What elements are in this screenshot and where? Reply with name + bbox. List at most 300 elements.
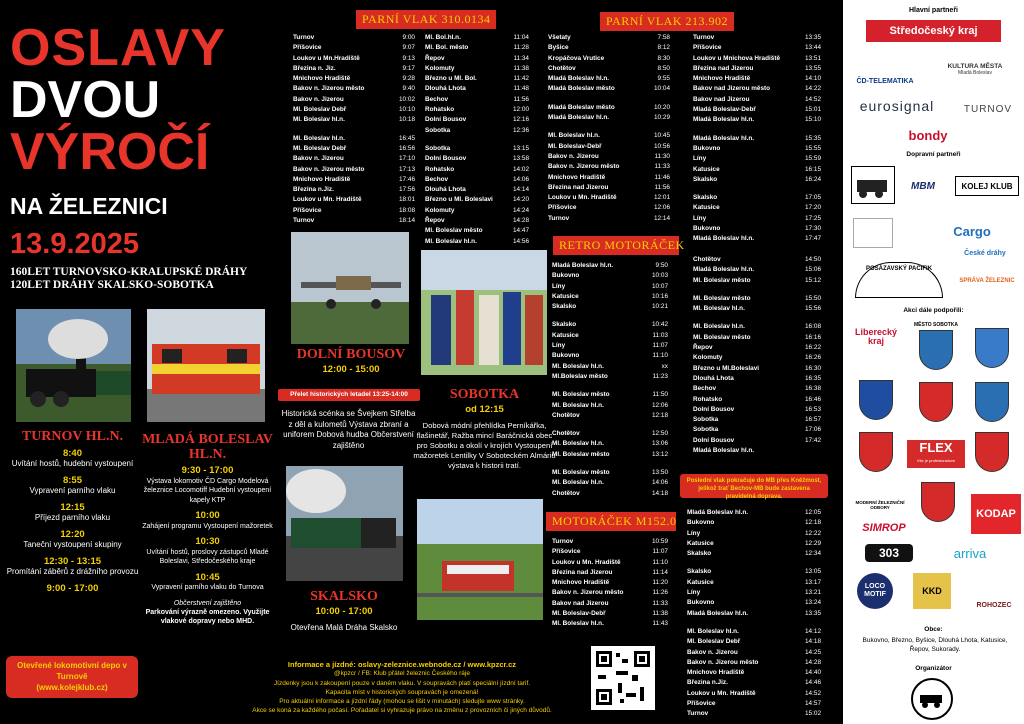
timetable-row	[687, 689, 821, 699]
departure-time: xx	[661, 362, 668, 370]
station-name: Rohatsko	[693, 395, 723, 403]
section-skalsko	[274, 589, 414, 634]
timetable-row	[693, 415, 821, 425]
departure-time: 17:06	[805, 426, 821, 434]
departure-time: 11:04	[513, 34, 529, 41]
partners-panel	[843, 0, 1024, 724]
departure-time: 12:18	[652, 411, 668, 419]
departure-time: 14:06	[652, 479, 668, 487]
station-name: Řepov	[425, 54, 445, 62]
departure-time: 10:42	[652, 321, 668, 329]
footer-line-6: Akce se koná za každého počasí. Pořadatel si vyhrazuje právo na změnu z provozních či jiných důvodů.	[252, 707, 552, 715]
station-name: Ml. Boleslav hl.n.	[552, 479, 604, 487]
timetable-row	[552, 341, 668, 351]
station-name: Březina nad Jizerou	[552, 568, 613, 576]
timetable-row	[687, 658, 821, 668]
photo-diesel-mb	[147, 309, 265, 422]
timetable-row	[425, 115, 529, 125]
departure-time: 14:18	[652, 489, 668, 497]
timetable-row	[552, 558, 668, 568]
timetable-row	[425, 126, 529, 136]
departure-time: 12:16	[513, 116, 529, 124]
bousov-desc: Historická scénka se Švejkem Střelba z děl a kulometů Výstava zbraní a uniforem Dobová hudba Občerstvení zajištěno	[281, 409, 416, 450]
timetable-row	[548, 113, 670, 123]
timetable-row	[687, 678, 821, 688]
timetable-row	[693, 353, 821, 363]
station-name: Březno u Ml. Boleslavi	[425, 196, 493, 204]
footer-line-2: @kpzcr / FB: Klub přátel železnic Českého ráje	[334, 670, 470, 678]
station-name: Mladá Boleslav hl.n.	[552, 262, 614, 269]
eurosignal-logo: eurosignal	[859, 98, 935, 114]
station-name: Bechov	[425, 95, 449, 103]
departure-time: 15:55	[805, 144, 821, 152]
timetable-row	[693, 304, 821, 314]
station-name: Bakov n. Jizerou město	[293, 165, 365, 173]
departure-time: 13:15	[513, 144, 529, 152]
crest-5	[859, 432, 893, 472]
timetable-row	[552, 537, 668, 547]
station-name: Mnichovo Hradiště	[548, 173, 606, 181]
station-name: Ml. Boleslav hl.n.	[293, 134, 345, 142]
departure-time: 14:24	[513, 206, 529, 214]
timetable-row	[693, 154, 821, 164]
station-name: Loukov u Mn. Hradiště	[687, 689, 756, 697]
station-name: Mladá Boleslav hl.n.	[548, 75, 610, 83]
supporters-heading: Akci dále podpořili:	[903, 307, 964, 314]
station-name: Řepov	[425, 217, 445, 225]
plane-banner: Přelet historických letadel 13:25-14:00	[278, 389, 420, 401]
departure-time: 14:28	[805, 658, 821, 666]
station-name: Mladá Boleslav město	[548, 85, 615, 93]
departure-time: 12:01	[654, 194, 670, 202]
departure-time: 14:56	[513, 237, 529, 245]
timetable-310-a	[293, 33, 415, 226]
departure-time: 16:22	[805, 344, 821, 352]
station-name: Ml. Boleslav hl.n.	[552, 401, 604, 409]
departure-time: 10:03	[652, 272, 668, 280]
station-name: Ml. Boleslav hl.n.	[693, 323, 745, 331]
timetable-m152-b	[687, 508, 821, 720]
timetable-row	[548, 183, 670, 193]
departure-time: 12:18	[805, 519, 821, 527]
station-name: Mladá Boleslav hl.n.	[687, 509, 749, 516]
station-name: Ml. Boleslav hl.n.	[548, 132, 600, 140]
timetable-row	[687, 619, 821, 627]
timetable-row	[693, 364, 821, 374]
timetable-row	[693, 314, 821, 322]
departure-time: 15:01	[805, 106, 821, 114]
cd-cargo-logo: Cargo	[953, 223, 991, 239]
mb-desc-5: Občerstvení zajištěno	[173, 599, 242, 607]
timetable-row	[693, 105, 821, 115]
departure-time: 11:50	[652, 391, 668, 399]
station-name: Bukovno	[687, 519, 715, 527]
station-name: Mladá Boleslav-Debř	[693, 106, 756, 114]
depo-link[interactable]: (www.kolejklub.cz)	[36, 683, 108, 692]
departure-time: 17:20	[805, 204, 821, 212]
departure-time: 13:24	[805, 599, 821, 607]
departure-time: 9:28	[402, 75, 415, 83]
timetable-row	[693, 33, 821, 43]
timetable-row	[693, 95, 821, 105]
mb-desc-6: Parkování výrazně omezeno. Využijte vlakové dopravy nebo MHD.	[145, 608, 270, 625]
timetable-row	[425, 105, 529, 115]
station-name: Březina n.Jiz.	[687, 679, 728, 687]
bondy-logo: bondy	[908, 127, 948, 143]
timetable-row	[687, 709, 821, 719]
station-name: Ml. Bol.hl.n.	[425, 34, 461, 41]
simrop-logo: SIMROP	[862, 522, 906, 534]
crest-6	[975, 432, 1009, 472]
kultura-logo	[929, 56, 1021, 82]
departure-time: 10:45	[654, 132, 670, 140]
timetable-row	[693, 185, 821, 193]
station-name: Katusice	[552, 292, 579, 300]
station-name: Rohatsko	[425, 165, 455, 173]
timetable-row	[693, 175, 821, 185]
station-name: Příšovice	[293, 44, 322, 52]
departure-time: 13:06	[652, 440, 668, 448]
departure-time: 11:26	[652, 589, 668, 597]
timetable-row	[425, 154, 529, 164]
mb-title: MLADÁ BOLESLAV HL.N.	[142, 432, 273, 462]
timetable-row	[693, 384, 821, 394]
departure-time: 10:02	[399, 95, 415, 103]
sobotka-crest	[919, 330, 953, 370]
departure-time: 14:25	[805, 648, 821, 656]
departure-time: 11:14	[652, 568, 668, 576]
station-name: Mnichovo Hradiště	[293, 75, 351, 83]
subtitle-2: 120LET DRÁHY SKALSKO-SOBOTKA	[10, 279, 214, 291]
mb-desc-1: Výstava lokomotiv ČD Cargo Modelová železnice Locomotiff Hudební vystoupení kapely KTP	[143, 477, 272, 504]
section-dolni-bousov	[276, 347, 426, 375]
station-name: Loukov u Mnichova Hradiště	[693, 54, 780, 62]
timetable-row	[552, 331, 668, 341]
station-name: Bukovno	[693, 144, 721, 152]
timetable-row	[687, 508, 821, 518]
timetable-row	[552, 489, 668, 499]
timetable-row	[687, 559, 821, 567]
timetable-row	[548, 43, 670, 53]
turnov-time-5: 12:30 - 13:15	[43, 555, 102, 567]
section-mlada-boleslav	[140, 432, 275, 626]
departure-time: 14:52	[805, 95, 821, 103]
turnov-desc-3: Příjezd parního vlaku	[34, 513, 111, 522]
departure-time: 10:21	[652, 303, 668, 311]
timetable-row	[425, 136, 529, 144]
station-name: Řepov	[693, 344, 713, 352]
timetable-row	[693, 265, 821, 275]
turnov-time-1: 8:40	[62, 447, 82, 459]
departure-time: 12:06	[652, 401, 668, 409]
departure-time: 14:52	[805, 689, 821, 697]
station-name: Bechov	[425, 175, 449, 183]
timetable-row	[548, 131, 670, 141]
turnov-time-3: 12:15	[60, 501, 85, 513]
section-sobotka	[412, 387, 557, 471]
station-name: Turnov	[548, 214, 570, 222]
departure-time: 10:56	[654, 142, 670, 150]
subtitle-1: 160LET TURNOVSKO-KRALUPSKÉ DRÁHY	[10, 266, 248, 278]
station-name: Katusice	[552, 331, 579, 339]
qr-code[interactable]	[591, 646, 655, 710]
station-name: Sobotka	[693, 426, 719, 434]
timetable-row	[293, 84, 415, 94]
timetable-row	[548, 173, 670, 183]
departure-time: 16:57	[805, 416, 821, 424]
departure-time: 13:44	[805, 44, 821, 52]
station-name: Březno u Ml. Bol.	[425, 75, 477, 83]
departure-time: 8:30	[657, 54, 670, 62]
stredocesky-kraj-logo: Středočeský kraj	[866, 20, 1001, 42]
timetable-row	[693, 115, 821, 125]
station-name: Chotětov	[552, 411, 580, 419]
station-name: Loukov u Mn. Hradiště	[293, 196, 362, 204]
303-logo: 303	[865, 544, 913, 562]
station-name: Sobotka	[693, 416, 719, 424]
organizer-logo	[911, 678, 953, 720]
station-name: Líny	[693, 155, 707, 163]
departure-time: 13:35	[805, 34, 821, 41]
timetable-row	[693, 286, 821, 294]
title-line-2: DVOU	[10, 71, 161, 129]
footer-line-4: Kapacita míst v historických soupravách je omezená!	[325, 688, 479, 696]
departure-time: 17:47	[805, 235, 821, 243]
timetable-row	[548, 193, 670, 203]
station-name: Katusice	[687, 578, 714, 586]
departure-time: 16:46	[805, 395, 821, 403]
station-name: Bukovno	[687, 599, 715, 607]
station-name: Příšovice	[548, 204, 577, 212]
station-name: Bakov nad Jizerou	[693, 95, 750, 103]
timetable-row	[293, 185, 415, 195]
station-name: Ml. Bol. město	[425, 44, 469, 52]
timetable-row	[552, 382, 668, 390]
timetable-m152-a	[552, 537, 668, 630]
station-name: Chotětov	[548, 64, 576, 72]
station-name: Líny	[552, 342, 566, 350]
departure-time: 11:56	[513, 95, 529, 103]
klub-zeleznic-logo	[851, 166, 895, 204]
departure-time: 17:05	[805, 194, 821, 202]
timetable-row	[687, 529, 821, 539]
station-name: Ml.Boleslav město	[552, 372, 608, 380]
departure-time: 15:56	[805, 305, 821, 313]
main-partners-heading: Hlavní partneři	[908, 7, 958, 14]
timetable-row	[693, 255, 821, 265]
departure-time: 14:57	[805, 700, 821, 708]
departure-time: 17:46	[399, 175, 415, 183]
timetable-row	[425, 195, 529, 205]
timetable-row	[552, 320, 668, 330]
departure-time: 15:50	[805, 294, 821, 302]
timetable-row	[693, 43, 821, 53]
timetable-row	[293, 74, 415, 84]
station-name: Bakov n. Jizerou	[548, 152, 599, 160]
small-org-logo	[853, 218, 893, 248]
timetable-row	[693, 126, 821, 134]
departure-time: 14:06	[513, 175, 529, 183]
timetable-row	[425, 206, 529, 216]
departure-time: 11:10	[652, 558, 668, 566]
station-name: Březina n.Jiz.	[293, 186, 334, 194]
timetable-row	[693, 134, 821, 144]
departure-time: 8:50	[657, 64, 670, 72]
sobotka-title: SOBOTKA	[449, 387, 520, 402]
departure-time: 16:35	[805, 374, 821, 382]
departure-time: 14:20	[513, 196, 529, 204]
station-name: Březina nad Jizerou	[548, 183, 609, 191]
timetable-row	[687, 578, 821, 588]
departure-time: 10:59	[652, 538, 668, 545]
departure-time: 10:20	[654, 103, 670, 111]
kkd-logo: KKD	[913, 573, 951, 609]
departure-time: 12:14	[654, 214, 670, 222]
departure-time: 8:12	[657, 44, 670, 52]
station-name: Chotětov	[552, 430, 580, 438]
timetable-row	[548, 33, 670, 43]
station-name: Kolomuty	[425, 206, 455, 214]
departure-time: 15:02	[805, 710, 821, 718]
cd-telematika-logo: ČD-TELEMATIKA	[856, 78, 914, 85]
station-name: Ml. Boleslav Debř	[293, 106, 347, 114]
timetable-row	[552, 547, 668, 557]
mb-desc-4: Vypravení parního vlaku do Turnova	[151, 584, 264, 591]
mb-time-2: 10:00	[195, 510, 220, 521]
station-name: Bakov nad Jizerou	[552, 599, 609, 607]
timetable-row	[552, 372, 668, 382]
departure-time: 9:07	[402, 44, 415, 52]
timetable-row	[687, 539, 821, 549]
station-name: Katusice	[693, 204, 720, 212]
departure-time: 15:59	[805, 155, 821, 163]
timetable-row	[552, 468, 668, 478]
station-name: Turnov	[293, 217, 315, 225]
departure-time: 18:08	[399, 206, 415, 214]
timetable-row	[693, 425, 821, 435]
station-name: Ml. Boleslav město	[693, 276, 751, 284]
departure-time: 16:16	[805, 333, 821, 341]
photo-steam-skalsko	[286, 466, 403, 581]
mesto-sobotka-logo: MĚSTO SOBOTKA	[913, 322, 959, 328]
departure-time: 12:36	[513, 126, 529, 134]
title-line-1: OSLAVY	[10, 19, 226, 77]
timetable-row	[693, 224, 821, 234]
obce-heading: Obce:	[924, 626, 943, 633]
timetable-row	[293, 95, 415, 105]
footer-line-3: Jízdenky jsou k zakoupení pouze v daném vlaku. V soupravách platí speciální jízdní tarif.	[273, 679, 531, 687]
station-name: Ml. Boleslav město	[552, 391, 610, 399]
timetable-row	[425, 54, 529, 64]
timetable-row	[425, 144, 529, 154]
departure-time: 11:56	[654, 183, 670, 191]
timetable-row	[552, 429, 668, 439]
station-name: Katusice	[693, 165, 720, 173]
depo-text: Otevřené lokomotivní depo v Turnově	[17, 661, 127, 681]
timetable-row	[425, 95, 529, 105]
departure-time: 11:10	[652, 352, 668, 360]
departure-time: 9:13	[402, 54, 415, 62]
departure-time: 16:24	[805, 175, 821, 183]
station-name: Ml. Boleslav hl.n.	[687, 627, 739, 635]
bousov-title: DOLNÍ BOUSOV	[296, 347, 406, 362]
station-name: Líny	[693, 214, 707, 222]
timetable-213-b	[693, 33, 821, 245]
departure-time: 12:00	[513, 106, 529, 114]
station-name: Ml. Boleslav hl.n.	[552, 362, 604, 370]
sobotka-time: od 12:15	[465, 403, 504, 415]
footer-line-1[interactable]: Informace a jízdné: oslavy-zeleznice.webnode.cz / www.kpzcr.cz	[287, 660, 517, 669]
station-name: Chotětov	[552, 489, 580, 497]
mb-desc-3: Uvítání hostů, proslovy zástupců Mladé Boleslavi, Středočeského kraje	[146, 548, 269, 565]
arriva-logo: arriva	[953, 545, 987, 561]
departure-time: 9:17	[402, 64, 415, 72]
departure-time: 17:42	[805, 436, 821, 444]
photo-railcar	[417, 499, 543, 620]
station-name: Bukovno	[552, 272, 580, 280]
timetable-row	[693, 436, 821, 446]
departure-time: 17:56	[399, 186, 415, 194]
departure-time: 13:58	[513, 155, 529, 163]
mb-time-3: 10:30	[195, 536, 220, 547]
station-name: Ml. Boleslav Debř	[687, 638, 741, 646]
station-name: Ml. Boleslav hl.n.	[693, 305, 745, 313]
mb-time-4: 10:45	[195, 571, 220, 583]
timetable-310-b	[425, 33, 529, 247]
timetable-row	[552, 292, 668, 302]
crest-3	[919, 382, 953, 422]
station-name: Dolní Bousov	[693, 436, 735, 444]
photo-plane	[291, 232, 409, 344]
departure-time: 14:12	[805, 627, 821, 635]
station-name: Loukov u Mn. Hradiště	[552, 558, 621, 566]
organizer-heading: Organizátor	[915, 665, 952, 672]
departure-time: 16:15	[805, 165, 821, 173]
departure-time: 9:50	[655, 262, 668, 269]
timetable-row	[425, 84, 529, 94]
departure-time: 14:10	[805, 75, 821, 83]
departure-time: 14:47	[513, 227, 529, 235]
departure-time: 11:30	[654, 152, 670, 160]
timetable-row	[552, 609, 668, 619]
departure-time: 16:26	[805, 354, 821, 362]
turnov-desc-4: Taneční vystoupení skupiny	[23, 540, 122, 549]
timetable-row	[425, 226, 529, 236]
departure-time: 16:38	[805, 385, 821, 393]
departure-time: 18:01	[399, 196, 415, 204]
header-parni-213: PARNÍ VLAK 213.902	[600, 12, 734, 31]
station-name: Rohatsko	[425, 106, 455, 114]
station-name: Bechov	[693, 385, 717, 393]
timetable-row	[687, 609, 821, 619]
departure-time: 10:16	[652, 292, 668, 300]
station-name: Turnov	[293, 34, 315, 41]
title-line-3: VÝROČÍ	[10, 123, 210, 181]
station-name: Mladá Boleslav hl.n.	[693, 134, 755, 142]
timetable-retro	[552, 261, 668, 499]
departure-time: 9:55	[657, 75, 670, 83]
station-name: Ml. Boleslav město	[552, 450, 610, 458]
departure-time: 15:12	[805, 276, 821, 284]
crest-2	[859, 380, 893, 420]
station-name: Mladá Boleslav hl.n.	[548, 114, 610, 122]
timetable-row	[693, 203, 821, 213]
station-name: Mladá Boleslav hl.n.	[693, 235, 755, 243]
station-name: Dolní Bousov	[425, 155, 467, 163]
station-name: Turnov	[687, 710, 709, 718]
header-retro: RETRO MOTORÁČEK	[553, 236, 679, 255]
timetable-row	[552, 421, 668, 429]
